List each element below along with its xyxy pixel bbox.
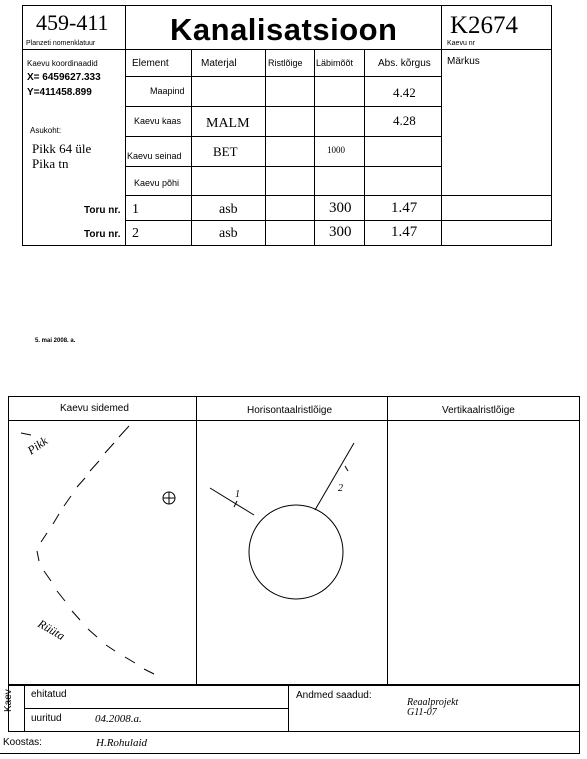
coord-x: X= 6459627.333 xyxy=(27,72,101,83)
data-source-label: Andmed saadud: xyxy=(296,690,372,701)
connections-sketch xyxy=(9,421,196,685)
street-ruuta: Rüüta xyxy=(35,616,68,643)
coord-y: Y=411458.899 xyxy=(27,87,92,98)
row-ground-label: Maapind xyxy=(150,86,185,96)
location-line2: Pika tn xyxy=(32,156,69,171)
location-line1: Pikk 64 üle xyxy=(32,141,92,156)
row-lid-height: 4.28 xyxy=(393,113,416,128)
pipe2-mark: 2 xyxy=(338,483,343,494)
author-value: H.Rohulaid xyxy=(96,737,148,749)
header-cross-section: Ristlõige xyxy=(268,58,303,68)
row-lid-label: Kaevu kaas xyxy=(134,116,182,126)
col-horizontal-title: Horisontaalristlõige xyxy=(247,405,333,416)
location-label: Asukoht: xyxy=(30,126,62,135)
pipe2-number: 2 xyxy=(132,226,139,241)
coords-label: Kaevu koordinaadid xyxy=(27,59,98,68)
pipe2-material: asb xyxy=(219,226,238,241)
pipe1-diameter: 300 xyxy=(329,200,352,216)
row-walls-label: Kaevu seinad xyxy=(127,151,182,161)
surveyed-value: 04.2008.a. xyxy=(95,713,142,725)
header-remarks: Märkus xyxy=(447,56,480,67)
well-label: Kaevu nr xyxy=(447,40,476,47)
data-source-value1: Reaalprojekt xyxy=(407,697,459,708)
col-vertical-title: Vertikaalristlõige xyxy=(442,405,515,416)
author-row xyxy=(0,732,580,754)
pipe1-label: Toru nr. xyxy=(84,205,121,216)
col-connections-title: Kaevu sidemed xyxy=(60,403,129,414)
row-walls-diameter: 1000 xyxy=(327,145,345,155)
row-walls-material: BET xyxy=(213,144,238,159)
header-abs-height: Abs. kõrgus xyxy=(378,58,431,69)
pipe1-number: 1 xyxy=(132,202,139,217)
header-material: Materjal xyxy=(201,58,237,69)
pipe2-diameter: 300 xyxy=(329,224,352,240)
pipe1-mark: 1 xyxy=(235,489,240,500)
surveyed-label: uuritud xyxy=(31,713,62,724)
pipe1-material: asb xyxy=(219,202,238,217)
pipe1-height: 1.47 xyxy=(391,200,418,216)
author-label: Koostas: xyxy=(3,737,42,748)
pipe2-label: Toru nr. xyxy=(84,229,121,240)
row-lid-material: MALM xyxy=(206,116,250,131)
manhole-circle xyxy=(249,505,343,599)
date-note: 5. mai 2008. a. xyxy=(35,338,76,344)
header-element: Element xyxy=(132,58,169,69)
pipe2-height: 1.47 xyxy=(391,224,418,240)
row-ground-height: 4.42 xyxy=(393,85,416,100)
footer-side-label: Kaev xyxy=(3,689,14,712)
street-pikk: Pikk xyxy=(24,433,51,458)
row-bottom-label: Kaevu põhi xyxy=(134,178,180,188)
horizontal-section-sketch xyxy=(197,421,387,685)
planzet-label: Planzeti nomenklatuur xyxy=(26,40,96,47)
header-diameter: Läbimõõt xyxy=(316,58,354,68)
well-number: K2674 xyxy=(450,12,519,39)
planzet-number: 459-411 xyxy=(36,10,109,35)
built-label: ehitatud xyxy=(31,689,67,700)
page-title: Kanalisatsioon xyxy=(170,12,398,47)
data-source-value2: G11-07 xyxy=(407,707,437,718)
